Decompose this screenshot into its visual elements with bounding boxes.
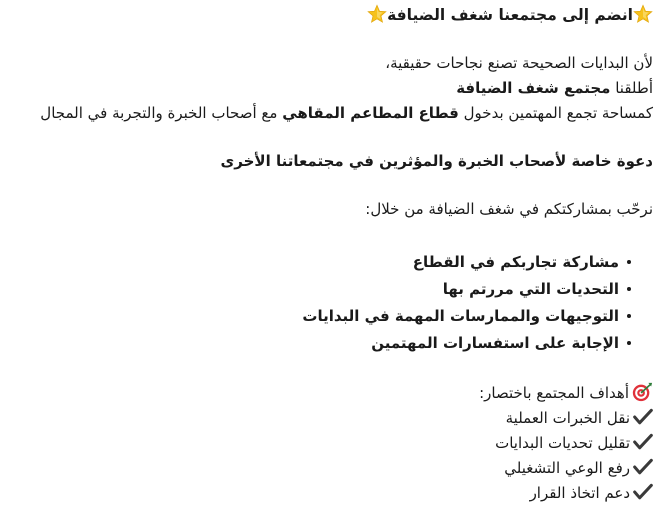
bullet-dot	[627, 341, 631, 345]
contribution-list	[4, 249, 653, 357]
check-icon	[633, 408, 653, 426]
list-item	[4, 330, 619, 357]
target-icon	[631, 381, 653, 403]
message-title: انضم إلى مجتمعنا شغف الضيافة	[387, 6, 633, 24]
invite-heading: دعوة خاصة لأصحاب الخبرة والمؤثرين في مجتمعاتنا الأخرى	[220, 152, 653, 170]
bullet-dot	[627, 260, 631, 264]
check-icon	[633, 433, 653, 451]
bullet-dot	[627, 314, 631, 318]
intro-line-1: لأن البدايات الصحيحة تصنع نجاحات حقيقية،	[385, 54, 653, 72]
star-icon	[633, 4, 653, 24]
goal-item-text: تقليل تحديات البدايات	[495, 434, 630, 452]
chat-message	[4, 0, 653, 506]
check-icon	[633, 483, 653, 501]
goal-item	[4, 406, 653, 431]
goals-heading-row	[4, 381, 653, 406]
bullet-dot	[627, 287, 631, 291]
message-title-row	[4, 3, 653, 28]
list-item	[4, 276, 619, 303]
community-name: مجتمع شغف الضيافة	[456, 79, 611, 97]
intro-line-2-prefix: أطلقنا	[610, 79, 653, 97]
intro-line-3	[4, 101, 653, 126]
list-item-text: الإجابة على استفسارات المهتمين	[371, 334, 619, 352]
check-icon	[633, 458, 653, 476]
goal-item-text: دعم اتخاذ القرار	[529, 484, 630, 502]
goal-item	[4, 456, 653, 481]
welcome-line: نرحّب بمشاركتكم في شغف الضيافة من خلال:	[365, 200, 653, 218]
sector-name: قطاع المطاعم المقاهي	[282, 104, 459, 122]
intro-line-3-suffix: مع أصحاب الخبرة والتجربة في المجال	[40, 104, 283, 122]
list-item	[4, 249, 619, 276]
goal-item-text: نقل الخبرات العملية	[505, 409, 630, 427]
list-item-text: مشاركة تجاربكم في القطاع	[412, 253, 619, 271]
goal-item-text: رفع الوعي التشغيلي	[504, 459, 630, 477]
list-item-text: التوجيهات والممارسات المهمة في البدايات	[302, 307, 619, 325]
intro-line-3-prefix: كمساحة تجمع المهتمين بدخول	[458, 104, 653, 122]
list-item-text: التحديات التي مررتم بها	[442, 280, 619, 298]
goal-item	[4, 481, 653, 506]
goal-item	[4, 431, 653, 456]
intro-line-2	[4, 76, 653, 101]
star-icon	[367, 4, 387, 24]
goals-heading: أهداف المجتمع باختصار:	[479, 384, 629, 402]
goals-section	[4, 381, 653, 506]
list-item	[4, 303, 619, 330]
